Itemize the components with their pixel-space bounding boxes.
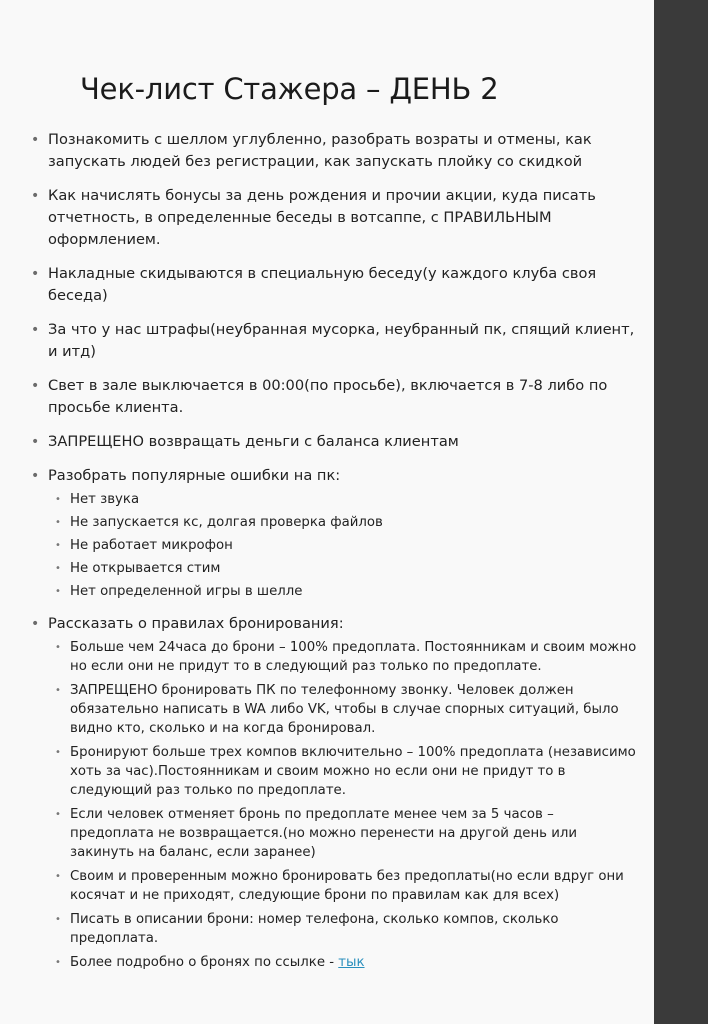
sublist-item-text: Больше чем 24часа до брони – 100% предоплата. Постоянникам и своим можно но если они не придут то в следующий раз только по предоплате. <box>70 640 637 674</box>
slide-title: Чек-лист Стажера – ДЕНЬ 2 <box>80 72 499 106</box>
sublist-item-text: Нет определенной игры в шелле <box>70 584 303 599</box>
checklist <box>30 129 638 984</box>
sublist-item <box>48 910 638 948</box>
list-item <box>30 263 638 307</box>
sub-bullet-icon: • <box>55 517 61 528</box>
bullet-icon: • <box>31 616 40 632</box>
sub-bullet-icon: • <box>55 871 61 882</box>
sub-bullet-icon: • <box>55 642 61 653</box>
list-item-text: Познакомить с шеллом углубленно, разобрать возраты и отмены, как запускать людей без регистрации, как запускать плойку со скидкой <box>48 131 592 170</box>
list-item-text: Разобрать популярные ошибки на пк: <box>48 467 341 484</box>
sublist-item-text: Не открывается стим <box>70 561 221 576</box>
sub-bullet-icon: • <box>55 494 61 505</box>
side-bar <box>654 0 708 1024</box>
sublist-item <box>48 681 638 738</box>
sublist-item-text: Своим и проверенным можно бронировать без предоплаты(но если вдруг они косячат и не приходят, следующие брони по правилам как для всех) <box>70 869 624 903</box>
list-item-text: Как начислять бонусы за день рождения и прочии акции, куда писать отчетность, в определенные беседы в вотсаппе, с ПРАВИЛЬНЫМ оформлением. <box>48 187 596 248</box>
sublist-item-text: Если человек отменяет бронь по предоплате менее чем за 5 часов – предоплата не возвращается.(но можно перенести на другой день или закинуть на баланс, если заранее) <box>70 807 578 860</box>
sublist-item <box>48 638 638 676</box>
list-item <box>30 375 638 419</box>
bullet-icon: • <box>31 434 40 450</box>
bullet-icon: • <box>31 188 40 204</box>
list-item <box>30 129 638 173</box>
list-item-text: Рассказать о правилах бронирования: <box>48 615 344 632</box>
errors-sublist <box>48 490 638 601</box>
sublist-item-text: Бронируют больше трех компов включительно – 100% предоплата (независимо хоть за час).Постоянникам и своим можно но если они не придут то в следующий раз только по предоплате. <box>70 745 636 798</box>
sublist-item <box>48 559 638 578</box>
list-item-text: ЗАПРЕЩЕНО возвращать деньги с баланса клиентам <box>48 433 459 450</box>
sublist-item <box>48 953 638 972</box>
sublist-item <box>48 743 638 800</box>
sublist-item <box>48 490 638 509</box>
sublist-item <box>48 536 638 555</box>
list-item-errors <box>30 465 638 601</box>
sublist-item-text: Писать в описании брони: номер телефона, сколько компов, сколько предоплата. <box>70 912 559 946</box>
sublist-item <box>48 582 638 601</box>
bullet-icon: • <box>31 322 40 338</box>
bullet-icon: • <box>31 378 40 394</box>
list-item-booking <box>30 613 638 972</box>
sub-bullet-icon: • <box>55 540 61 551</box>
sub-bullet-icon: • <box>55 957 61 968</box>
main-list <box>30 129 638 972</box>
sub-bullet-icon: • <box>55 747 61 758</box>
sub-bullet-icon: • <box>55 563 61 574</box>
sublist-item-text: Не работает микрофон <box>70 538 233 553</box>
list-item-text: Накладные скидываются в специальную беседу(у каждого клуба своя беседа) <box>48 265 597 304</box>
sublist-item <box>48 805 638 862</box>
sublist-item-text: Более подробно о бронях по ссылке - <box>70 955 339 970</box>
sublist-item <box>48 867 638 905</box>
sub-bullet-icon: • <box>55 586 61 597</box>
booking-sublist <box>48 638 638 972</box>
list-item <box>30 431 638 453</box>
bullet-icon: • <box>31 132 40 148</box>
bullet-icon: • <box>31 468 40 484</box>
bullet-icon: • <box>31 266 40 282</box>
list-item-text: За что у нас штрафы(неубранная мусорка, неубранный пк, спящий клиент, и итд) <box>48 321 635 360</box>
sub-bullet-icon: • <box>55 809 61 820</box>
booking-details-link[interactable]: тык <box>338 955 365 970</box>
sub-bullet-icon: • <box>55 914 61 925</box>
sublist-item-text: ЗАПРЕЩЕНО бронировать ПК по телефонному звонку. Человек должен обязательно написать в WA либо VK, чтобы в случае спорных ситуаций, было видно кто, сколько и на когда бронировал. <box>70 683 619 736</box>
sublist-item-text: Не запускается кс, долгая проверка файлов <box>70 515 383 530</box>
list-item <box>30 319 638 363</box>
sublist-item <box>48 513 638 532</box>
list-item-text: Свет в зале выключается в 00:00(по просьбе), включается в 7-8 либо по просьбе клиента. <box>48 377 608 416</box>
sub-bullet-icon: • <box>55 685 61 696</box>
sublist-item-text: Нет звука <box>70 492 140 507</box>
list-item <box>30 185 638 251</box>
